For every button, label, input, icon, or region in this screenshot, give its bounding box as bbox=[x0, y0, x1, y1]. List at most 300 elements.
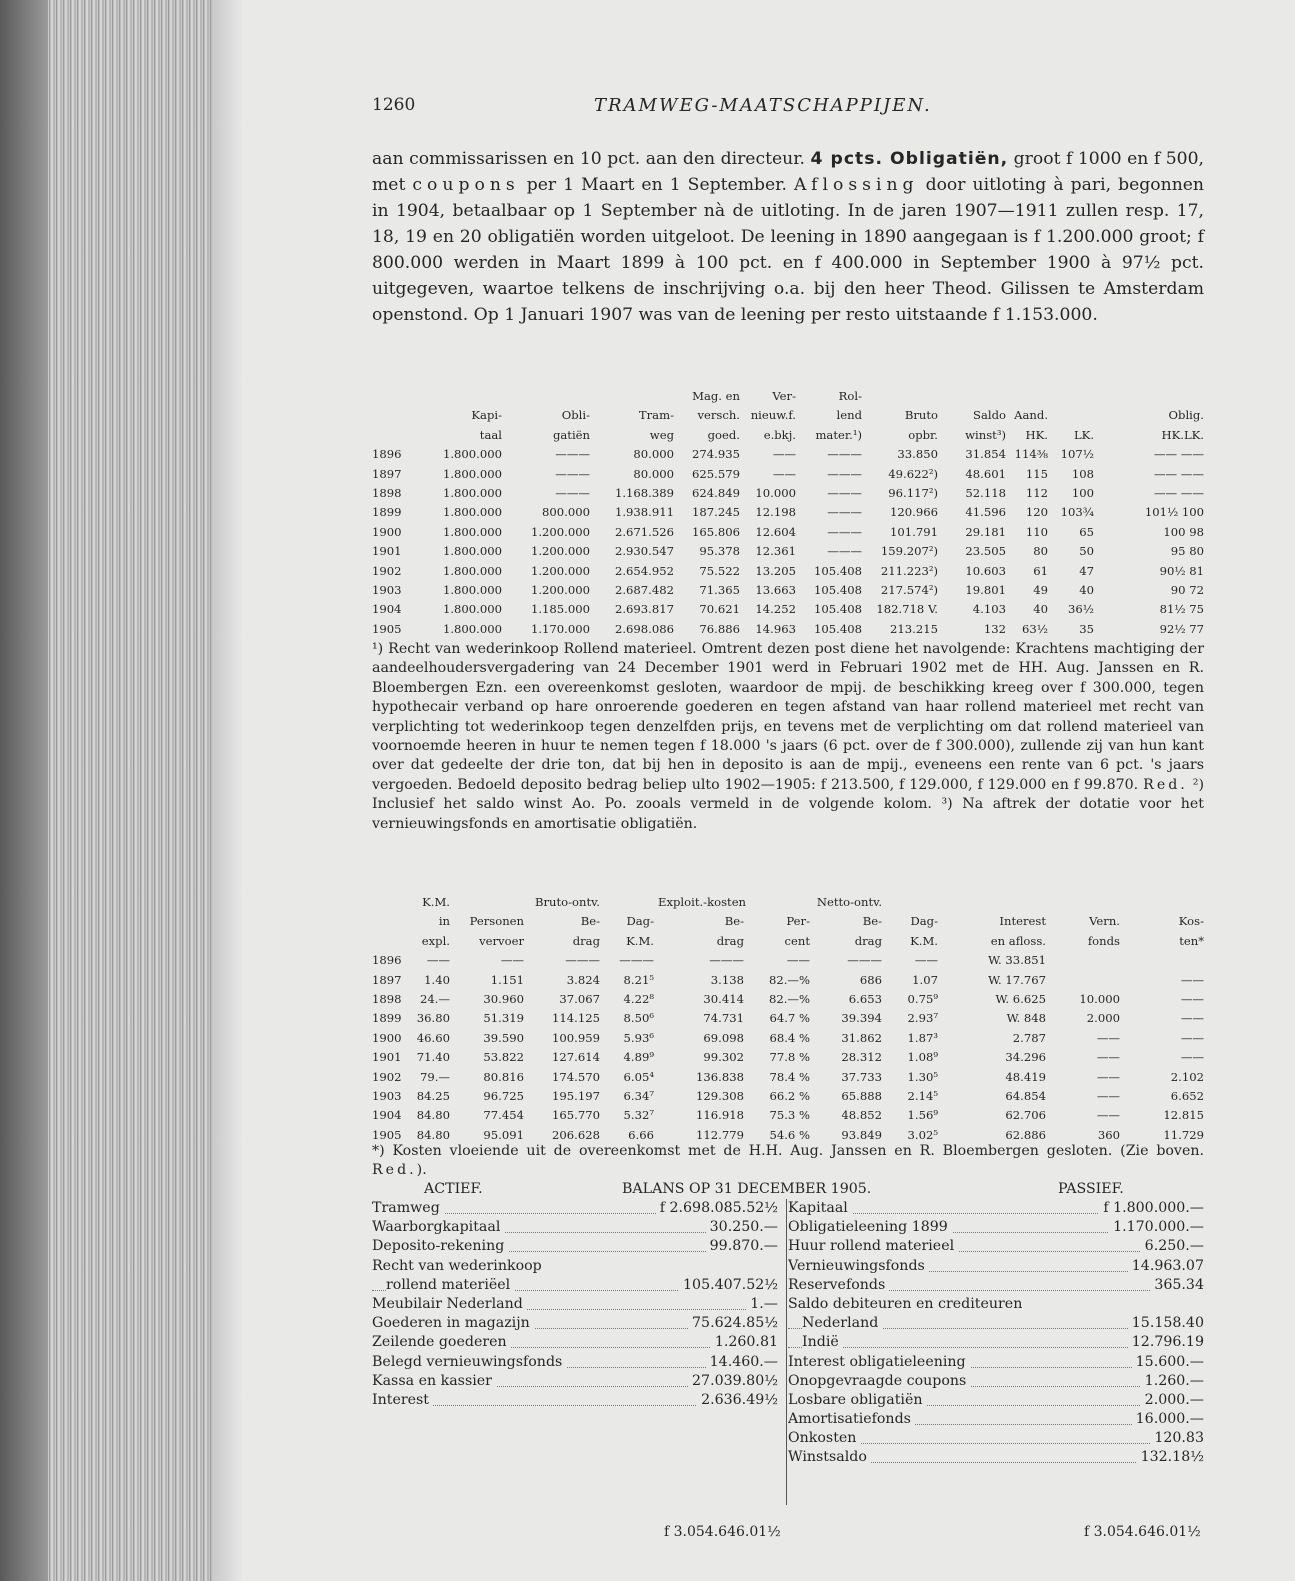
balance-line bbox=[372, 1238, 778, 1257]
t2-cell: 116.918 bbox=[696, 1108, 744, 1123]
t2-cell: Kos- bbox=[1178, 914, 1204, 929]
t2-cell: 12.815 bbox=[1163, 1108, 1204, 1123]
balance-amount: 27.039.80½ bbox=[688, 1373, 778, 1389]
t2-cell: in bbox=[438, 914, 450, 929]
t2-cell: 10.000 bbox=[1079, 991, 1120, 1006]
t1-cell: 105.408 bbox=[814, 563, 862, 578]
t1-cell: 35 bbox=[1079, 621, 1094, 636]
balance-line bbox=[788, 1296, 1204, 1315]
t2-cell: 77.8 % bbox=[769, 1050, 810, 1065]
balance-label: Zeilende goederen bbox=[372, 1334, 511, 1350]
t2-cell: 30.960 bbox=[483, 991, 524, 1006]
t2-cell: 1897 bbox=[372, 972, 402, 987]
coupons-term: coupons bbox=[412, 175, 520, 195]
t2-cell: 1898 bbox=[372, 991, 402, 1006]
t1-cell: 90½ 81 bbox=[1159, 563, 1204, 578]
t2-cell: —— bbox=[1180, 1011, 1204, 1026]
t2-cell: 136.838 bbox=[696, 1069, 744, 1084]
t2-cell: 8.50⁶ bbox=[623, 1011, 654, 1026]
t2-cell: 8.21⁵ bbox=[623, 972, 654, 987]
balance-amount: 120.83 bbox=[1150, 1430, 1204, 1446]
t2-cell: Per- bbox=[786, 914, 810, 929]
t2-cell: 84.80 bbox=[416, 1127, 450, 1142]
t2-cell: 84.25 bbox=[416, 1088, 450, 1103]
balance-label: Indië bbox=[802, 1334, 843, 1350]
t2-cell: 64.7 % bbox=[769, 1011, 810, 1026]
total-passief: f 3.054.646.01½ bbox=[1084, 1524, 1201, 1540]
t1-cell: 1.200.000 bbox=[530, 582, 590, 597]
t2-cell: —— bbox=[1096, 1088, 1120, 1103]
t1-cell: 100 bbox=[1071, 485, 1094, 500]
balance-line bbox=[372, 1296, 778, 1315]
t2-cell: expl. bbox=[421, 933, 450, 948]
balance-amount: 15.158.40 bbox=[1128, 1315, 1204, 1331]
balance-label: Vernieuwingsfonds bbox=[788, 1258, 929, 1274]
balance-amount: 2.000.— bbox=[1141, 1392, 1204, 1408]
t1-cell: 80.000 bbox=[633, 447, 674, 462]
balance-line bbox=[372, 1373, 778, 1392]
t2-cell: vervoer bbox=[479, 933, 524, 948]
balance-amount: 16.000.— bbox=[1132, 1411, 1204, 1427]
t1-cell: 213.215 bbox=[890, 621, 938, 636]
intro-text-3: per 1 Maart en 1 September. bbox=[519, 175, 794, 195]
t2-header-row bbox=[372, 932, 1204, 951]
t1-cell: 41.596 bbox=[965, 505, 1006, 520]
t2-cell: 95.091 bbox=[483, 1127, 524, 1142]
balance-amount: 365.34 bbox=[1150, 1277, 1204, 1293]
balance-amount: 105.407.52½ bbox=[679, 1277, 778, 1293]
t2-cell: Personen bbox=[469, 914, 524, 929]
t1-cell: 95.378 bbox=[699, 544, 740, 559]
t2-cell: ——— bbox=[619, 953, 654, 968]
t1-cell: 1.800.000 bbox=[442, 602, 502, 617]
balance-sheet bbox=[372, 1181, 1204, 1540]
t2-cell: 54.6 % bbox=[769, 1127, 810, 1142]
balance-label: rollend materiëel bbox=[386, 1277, 514, 1293]
t2-cell: 1900 bbox=[372, 1030, 402, 1045]
t2-cell: 82.—% bbox=[768, 991, 810, 1006]
t2-cell: 75.3 % bbox=[769, 1108, 810, 1123]
t1-cell: HK. bbox=[1025, 427, 1048, 442]
t2-cell: —— bbox=[426, 953, 450, 968]
intro-text-2: groot f 1000 en f 500, met bbox=[372, 149, 1204, 195]
t2-cell: drag bbox=[572, 933, 600, 948]
t1-cell: 92½ 77 bbox=[1159, 621, 1204, 636]
actief-title: ACTIEF. bbox=[424, 1181, 483, 1197]
t2-cell: —— bbox=[1096, 1108, 1120, 1123]
t2-cell: Bruto-ontv. bbox=[534, 895, 600, 909]
note1-red: Red. bbox=[1143, 776, 1188, 793]
t1-cell: 23.505 bbox=[965, 544, 1006, 559]
t1-cell: nieuw.f. bbox=[750, 408, 796, 423]
balance-label: Amortisatiefonds bbox=[788, 1411, 915, 1427]
t2-cell: 1.87³ bbox=[907, 1030, 938, 1045]
t2-cell: 64.854 bbox=[1005, 1088, 1046, 1103]
t1-row bbox=[372, 562, 1204, 581]
t1-cell: 1.170.000 bbox=[530, 621, 590, 636]
balance-label: Obligatieleening 1899 bbox=[788, 1219, 952, 1235]
balance-line bbox=[372, 1315, 778, 1334]
t1-cell: —— bbox=[772, 466, 796, 481]
balance-amount: 75.624.85½ bbox=[688, 1315, 778, 1331]
t2-cell: 74.731 bbox=[703, 1011, 744, 1026]
balance-line bbox=[372, 1277, 778, 1296]
book-spine-shadow bbox=[0, 0, 48, 1581]
t1-cell: 1.800.000 bbox=[442, 466, 502, 481]
t2-cell: 6.652 bbox=[1170, 1088, 1204, 1103]
t1-row bbox=[372, 600, 1204, 619]
t1-cell: Saldo bbox=[973, 408, 1006, 423]
t2-header-row bbox=[372, 912, 1204, 931]
t1-row bbox=[372, 523, 1204, 542]
t2-cell: 99.302 bbox=[703, 1050, 744, 1065]
t1-cell: 50 bbox=[1079, 544, 1094, 559]
t1-cell: —— —— bbox=[1153, 447, 1204, 462]
t1-cell: Obli- bbox=[561, 408, 590, 423]
t1-cell: 108 bbox=[1071, 466, 1094, 481]
bonds-heading: 4 pcts. Obligatiën, bbox=[810, 149, 1009, 169]
t2-cell: 1901 bbox=[372, 1050, 402, 1065]
t1-cell: 95 80 bbox=[1170, 544, 1204, 559]
t1-cell: versch. bbox=[697, 408, 740, 423]
t2-cell: 71.40 bbox=[416, 1050, 450, 1065]
t2-cell: —— bbox=[786, 953, 810, 968]
t2-cell: drag bbox=[854, 933, 882, 948]
t2-cell: 37.067 bbox=[559, 991, 600, 1006]
t2-cell: W. 6.625 bbox=[995, 991, 1046, 1006]
t2-cell: en afloss. bbox=[990, 933, 1046, 948]
t1-cell: Aand. bbox=[1014, 408, 1048, 423]
t1-cell: 1.200.000 bbox=[530, 563, 590, 578]
t1-cell: 49 bbox=[1033, 582, 1048, 597]
t1-cell: 120 bbox=[1025, 505, 1048, 520]
t2-cell: 82.—% bbox=[768, 972, 810, 987]
t2-cell: —— bbox=[1096, 1030, 1120, 1045]
t2-cell: 2.14⁵ bbox=[907, 1088, 938, 1103]
t2-cell: 48.419 bbox=[1005, 1069, 1046, 1084]
t2-cell: 0.75⁹ bbox=[907, 991, 938, 1006]
t1-row bbox=[372, 620, 1204, 639]
t1-cell: 1.938.911 bbox=[614, 505, 674, 520]
t2-cell: ——— bbox=[709, 953, 744, 968]
footnote-rollend-materieel bbox=[372, 640, 1204, 834]
t2-cell: 3.824 bbox=[566, 972, 600, 987]
t1-cell: 2.671.526 bbox=[614, 524, 674, 539]
t1-header-row bbox=[372, 426, 1204, 445]
results-table bbox=[372, 387, 1204, 639]
t2-cell: 1.30⁵ bbox=[907, 1069, 938, 1084]
balance-label: Interest obligatieleening bbox=[788, 1354, 970, 1370]
t2-cell: 1903 bbox=[372, 1088, 402, 1103]
t1-row bbox=[372, 445, 1204, 464]
balance-line bbox=[788, 1449, 1204, 1468]
t2-row bbox=[372, 1048, 1204, 1067]
balance-label: Nederland bbox=[802, 1315, 882, 1331]
t1-cell: 132 bbox=[983, 621, 1006, 636]
balance-amount: 14.963.07 bbox=[1128, 1258, 1204, 1274]
balance-amount: f 1.800.000.— bbox=[1099, 1200, 1204, 1216]
t1-cell: ——— bbox=[827, 466, 862, 481]
t1-cell: 13.663 bbox=[755, 582, 796, 597]
t2-cell: 1.07 bbox=[912, 972, 938, 987]
balance-amount: 12.796.19 bbox=[1128, 1334, 1204, 1350]
t2-cell: 6.05⁴ bbox=[623, 1069, 654, 1084]
balance-label: Losbare obligatiën bbox=[788, 1392, 926, 1408]
t2-cell: 62.886 bbox=[1005, 1127, 1046, 1142]
t2-cell: 2.000 bbox=[1086, 1011, 1120, 1026]
t1-cell: 10.000 bbox=[755, 485, 796, 500]
t1-row bbox=[372, 465, 1204, 484]
t1-cell: 1.800.000 bbox=[442, 447, 502, 462]
passief-column bbox=[788, 1200, 1204, 1469]
t1-cell: 110 bbox=[1025, 524, 1048, 539]
t2-cell: 2.102 bbox=[1170, 1069, 1204, 1084]
t1-cell: Tram- bbox=[638, 408, 674, 423]
t2-cell: 3.138 bbox=[710, 972, 744, 987]
t2-cell: 80.816 bbox=[483, 1069, 524, 1084]
t2-cell: 34.296 bbox=[1005, 1050, 1046, 1065]
t1-cell: 1900 bbox=[372, 524, 402, 539]
t1-cell: 47 bbox=[1079, 563, 1094, 578]
balance-header bbox=[372, 1181, 1204, 1200]
t1-cell: 187.245 bbox=[692, 505, 740, 520]
t1-cell: 2.654.952 bbox=[614, 563, 674, 578]
t2-cell: 11.729 bbox=[1163, 1127, 1204, 1142]
balance-line bbox=[788, 1392, 1204, 1411]
t2-cell: 165.770 bbox=[552, 1108, 600, 1123]
t1-cell: 1898 bbox=[372, 485, 402, 500]
t1-cell: e.bkj. bbox=[763, 427, 796, 442]
t1-cell: 33.850 bbox=[897, 447, 938, 462]
balance-line bbox=[788, 1373, 1204, 1392]
t1-cell: LK. bbox=[1073, 427, 1094, 442]
t1-cell: 1.168.389 bbox=[614, 485, 674, 500]
t1-cell: 1902 bbox=[372, 563, 402, 578]
t2-row bbox=[372, 1068, 1204, 1087]
t1-cell: opbr. bbox=[908, 427, 938, 442]
t1-cell: 49.622²) bbox=[888, 466, 938, 481]
t1-cell: 2.693.817 bbox=[614, 602, 674, 617]
t1-cell: 1903 bbox=[372, 582, 402, 597]
t2-cell: 1896 bbox=[372, 953, 402, 968]
t2-cell: 174.570 bbox=[552, 1069, 600, 1084]
t2-cell: 1.56⁹ bbox=[907, 1108, 938, 1123]
balance-label: Kassa en kassier bbox=[372, 1373, 496, 1389]
t2-cell: 686 bbox=[859, 972, 882, 987]
t2-cell: 77.454 bbox=[483, 1108, 524, 1123]
t2-cell: 30.414 bbox=[703, 991, 744, 1006]
balance-line bbox=[372, 1200, 778, 1219]
balance-line bbox=[788, 1238, 1204, 1257]
running-head: TRAMWEG-MAATSCHAPPIJEN. bbox=[594, 95, 932, 116]
balance-label: Waarborgkapitaal bbox=[372, 1219, 504, 1235]
t2-cell: 360 bbox=[1097, 1127, 1120, 1142]
t2-cell: 46.60 bbox=[416, 1030, 450, 1045]
t1-cell: Ver- bbox=[772, 389, 796, 403]
t2-cell: 1.08⁹ bbox=[907, 1050, 938, 1065]
t1-cell: 103¾ bbox=[1060, 505, 1094, 520]
t1-cell: 52.118 bbox=[965, 485, 1006, 500]
t1-cell: goed. bbox=[707, 427, 740, 442]
t1-cell: 29.181 bbox=[965, 524, 1006, 539]
t1-cell: 1896 bbox=[372, 447, 402, 462]
t2-cell: 6.653 bbox=[848, 991, 882, 1006]
t2-cell: 31.862 bbox=[841, 1030, 882, 1045]
balance-line bbox=[788, 1411, 1204, 1430]
t1-cell: 107½ bbox=[1060, 447, 1094, 462]
t2-cell: 1899 bbox=[372, 1011, 402, 1026]
t2-cell: 5.32⁷ bbox=[623, 1108, 654, 1123]
balance-line bbox=[788, 1315, 1204, 1334]
t1-cell: 12.361 bbox=[755, 544, 796, 559]
balance-amount: 15.600.— bbox=[1132, 1354, 1204, 1370]
t2-cell: 96.725 bbox=[483, 1088, 524, 1103]
t2-cell: 79.— bbox=[419, 1069, 450, 1084]
t1-cell: 1.800.000 bbox=[442, 582, 502, 597]
t2-cell: W. 33.851 bbox=[988, 953, 1046, 968]
balance-amount: 132.18½ bbox=[1137, 1449, 1204, 1465]
t1-cell: 1904 bbox=[372, 602, 402, 617]
t2-cell: drag bbox=[716, 933, 744, 948]
t2-cell: Interest bbox=[999, 914, 1046, 929]
t2-row bbox=[372, 1009, 1204, 1028]
t1-cell: 40 bbox=[1033, 602, 1048, 617]
t2-cell: 1904 bbox=[372, 1108, 402, 1123]
passief-title: PASSIEF. bbox=[1058, 1181, 1124, 1197]
t1-cell: 800.000 bbox=[542, 505, 590, 520]
t2-cell: 127.614 bbox=[552, 1050, 600, 1065]
t2-cell: 6.34⁷ bbox=[623, 1088, 654, 1103]
t2-cell: Netto-ontv. bbox=[816, 895, 882, 909]
t2-cell: 28.312 bbox=[841, 1050, 882, 1065]
t2-cell: —— bbox=[1096, 1069, 1120, 1084]
t2-cell: —— bbox=[914, 953, 938, 968]
t1-row bbox=[372, 581, 1204, 600]
t2-cell: 37.733 bbox=[841, 1069, 882, 1084]
t2-cell: —— bbox=[1180, 1050, 1204, 1065]
t1-cell: ——— bbox=[827, 447, 862, 462]
t1-cell: 61 bbox=[1033, 563, 1048, 578]
t1-cell: 114⅜ bbox=[1014, 447, 1048, 462]
balance-label: Deposito-rekening bbox=[372, 1238, 508, 1254]
t2-cell: 3.02⁵ bbox=[907, 1127, 938, 1142]
t1-cell: 101.791 bbox=[890, 524, 938, 539]
t2-cell: 39.590 bbox=[483, 1030, 524, 1045]
note1-text-1: ¹) Recht van wederinkoop Rollend materieel. Omtrent dezen post diene het navolgende: Krachtens machtiging der aandeelhoudersvergadering van 24 December 1901 werd in Februari 1902 met de HH. Aug. Janssen en R. Bloembergen Ezn. een overeenkomst gesloten, waardoor de mpij. de beschikking kreeg over f 300.000, tegen hypothecair verband op hare onroerende goederen en tegen afstand van haar rollend materieel met recht van verplichting tot wederinkoop tegen denzelfden prijs, en tevens met de verplichting om dat rollend materieel van voornoemde heeren in huur te nemen tegen f 18.000 's jaars (6 pct. over de f 300.000), zullende zij van hun kant over dat gedeelte der drie ton, dat bij hen in deposito is aan de mpij., eveneens een rente van 6 pct. 's jaars vergoeden. Bedoeld deposito bedrag beliep ulto 1902—1905: f 213.500, f 129.000, f 129.000 en f 99.870. bbox=[372, 641, 1204, 793]
t1-cell: 1.200.000 bbox=[530, 524, 590, 539]
t1-cell: —— —— bbox=[1153, 485, 1204, 500]
t2-cell: 68.4 % bbox=[769, 1030, 810, 1045]
balance-line bbox=[372, 1219, 778, 1238]
t2-cell: ——— bbox=[565, 953, 600, 968]
t2-cell: 66.2 % bbox=[769, 1088, 810, 1103]
t1-cell: 1899 bbox=[372, 505, 402, 520]
balance-line bbox=[788, 1277, 1204, 1296]
t1-cell: 115 bbox=[1025, 466, 1048, 481]
t2-cell: Be- bbox=[862, 914, 882, 929]
t1-cell: gatiën bbox=[552, 427, 590, 442]
t2-cell: 84.80 bbox=[416, 1108, 450, 1123]
balance-label: Saldo debiteuren en crediteuren bbox=[788, 1296, 1026, 1312]
t2-cell: 62.706 bbox=[1005, 1108, 1046, 1123]
balance-label: Kapitaal bbox=[788, 1200, 852, 1216]
t1-cell: 71.365 bbox=[699, 582, 740, 597]
balance-amount: f 2.698.085.52½ bbox=[656, 1200, 778, 1216]
balance-divider bbox=[786, 1199, 787, 1505]
t1-cell: 1.200.000 bbox=[530, 544, 590, 559]
t1-cell: 12.198 bbox=[755, 505, 796, 520]
footnote-kosten bbox=[372, 1142, 1204, 1181]
t1-cell: 65 bbox=[1079, 524, 1094, 539]
balance-line bbox=[372, 1354, 778, 1373]
t2-row bbox=[372, 1029, 1204, 1048]
t1-cell: Kapi- bbox=[471, 408, 502, 423]
t1-cell: weg bbox=[649, 427, 674, 442]
t1-cell: 4.103 bbox=[972, 602, 1006, 617]
t1-cell: 1.800.000 bbox=[442, 505, 502, 520]
t1-cell: 40 bbox=[1079, 582, 1094, 597]
t2-cell: 65.888 bbox=[841, 1088, 882, 1103]
t2-cell: 1.40 bbox=[424, 972, 450, 987]
t2-cell: 1.151 bbox=[490, 972, 524, 987]
t1-cell: 1.185.000 bbox=[530, 602, 590, 617]
t2-cell: K.M. bbox=[422, 895, 450, 909]
t1-cell: ——— bbox=[827, 485, 862, 500]
balance-line bbox=[372, 1392, 778, 1411]
t2-cell: K.M. bbox=[626, 933, 654, 948]
t2-cell: —— bbox=[1180, 972, 1204, 987]
t1-cell: 80.000 bbox=[633, 466, 674, 481]
t1-cell: lend bbox=[836, 408, 862, 423]
t1-cell: 182.718 V. bbox=[876, 602, 938, 617]
intro-text-4: door uitloting à pari, begonnen in 1904, betaalbaar op 1 September nà de uitloting. In de jaren 1907—1911 zullen resp. 17, 18, 19 en 20 obligatiën worden uitgeloot. De leening in 1890 aangegaan is f 1.200.000 groot; f 800.000 werden in Maart 1899 à 100 pct. en f 400.000 in September 1900 à 97½ pct. uitgegeven, waartoe telkens de inschrijving o.a. bij den heer Theod. Gilissen te Amsterdam openstond. Op 1 Januari 1907 was van de leening per resto uitstaande f 1.153.000. bbox=[372, 175, 1205, 325]
t2-cell: Be- bbox=[580, 914, 600, 929]
t1-cell: 2.687.482 bbox=[614, 582, 674, 597]
balance-amount: 99.870.— bbox=[706, 1238, 778, 1254]
t1-header-row bbox=[372, 387, 1204, 406]
t2-cell: Exploit.-kosten bbox=[658, 895, 747, 909]
t1-cell: 36½ bbox=[1068, 602, 1094, 617]
t1-cell: Rol- bbox=[838, 389, 862, 403]
t2-cell: ten* bbox=[1179, 933, 1204, 948]
balance-amount: 1.260.81 bbox=[711, 1334, 778, 1350]
balance-label: Onkosten bbox=[788, 1430, 860, 1446]
balance-amount: 6.250.— bbox=[1141, 1238, 1204, 1254]
t1-cell: —— bbox=[772, 447, 796, 462]
balance-amount: 30.250.— bbox=[706, 1219, 778, 1235]
t2-cell: 36.80 bbox=[416, 1011, 450, 1026]
t1-cell: 12.604 bbox=[755, 524, 796, 539]
t1-cell: 1.800.000 bbox=[442, 544, 502, 559]
balance-title: BALANS OP 31 DECEMBER 1905. bbox=[622, 1181, 872, 1197]
t1-row bbox=[372, 542, 1204, 561]
balance-label: Onopgevraagde coupons bbox=[788, 1373, 970, 1389]
note2-text-2: ). bbox=[416, 1162, 427, 1179]
t2-row bbox=[372, 1106, 1204, 1125]
t1-cell: 105.408 bbox=[814, 602, 862, 617]
t2-cell: —— bbox=[500, 953, 524, 968]
t2-cell: 114.125 bbox=[552, 1011, 600, 1026]
t2-cell: Dag- bbox=[626, 914, 654, 929]
t1-cell: ——— bbox=[555, 466, 590, 481]
t2-cell: 1905 bbox=[372, 1127, 402, 1142]
t1-cell: 81½ 75 bbox=[1159, 602, 1204, 617]
t1-cell: Bruto bbox=[904, 408, 938, 423]
t1-cell: 105.408 bbox=[814, 621, 862, 636]
t1-cell: 217.574²) bbox=[880, 582, 938, 597]
balance-line bbox=[788, 1200, 1204, 1219]
balance-label: Interest bbox=[372, 1392, 433, 1408]
